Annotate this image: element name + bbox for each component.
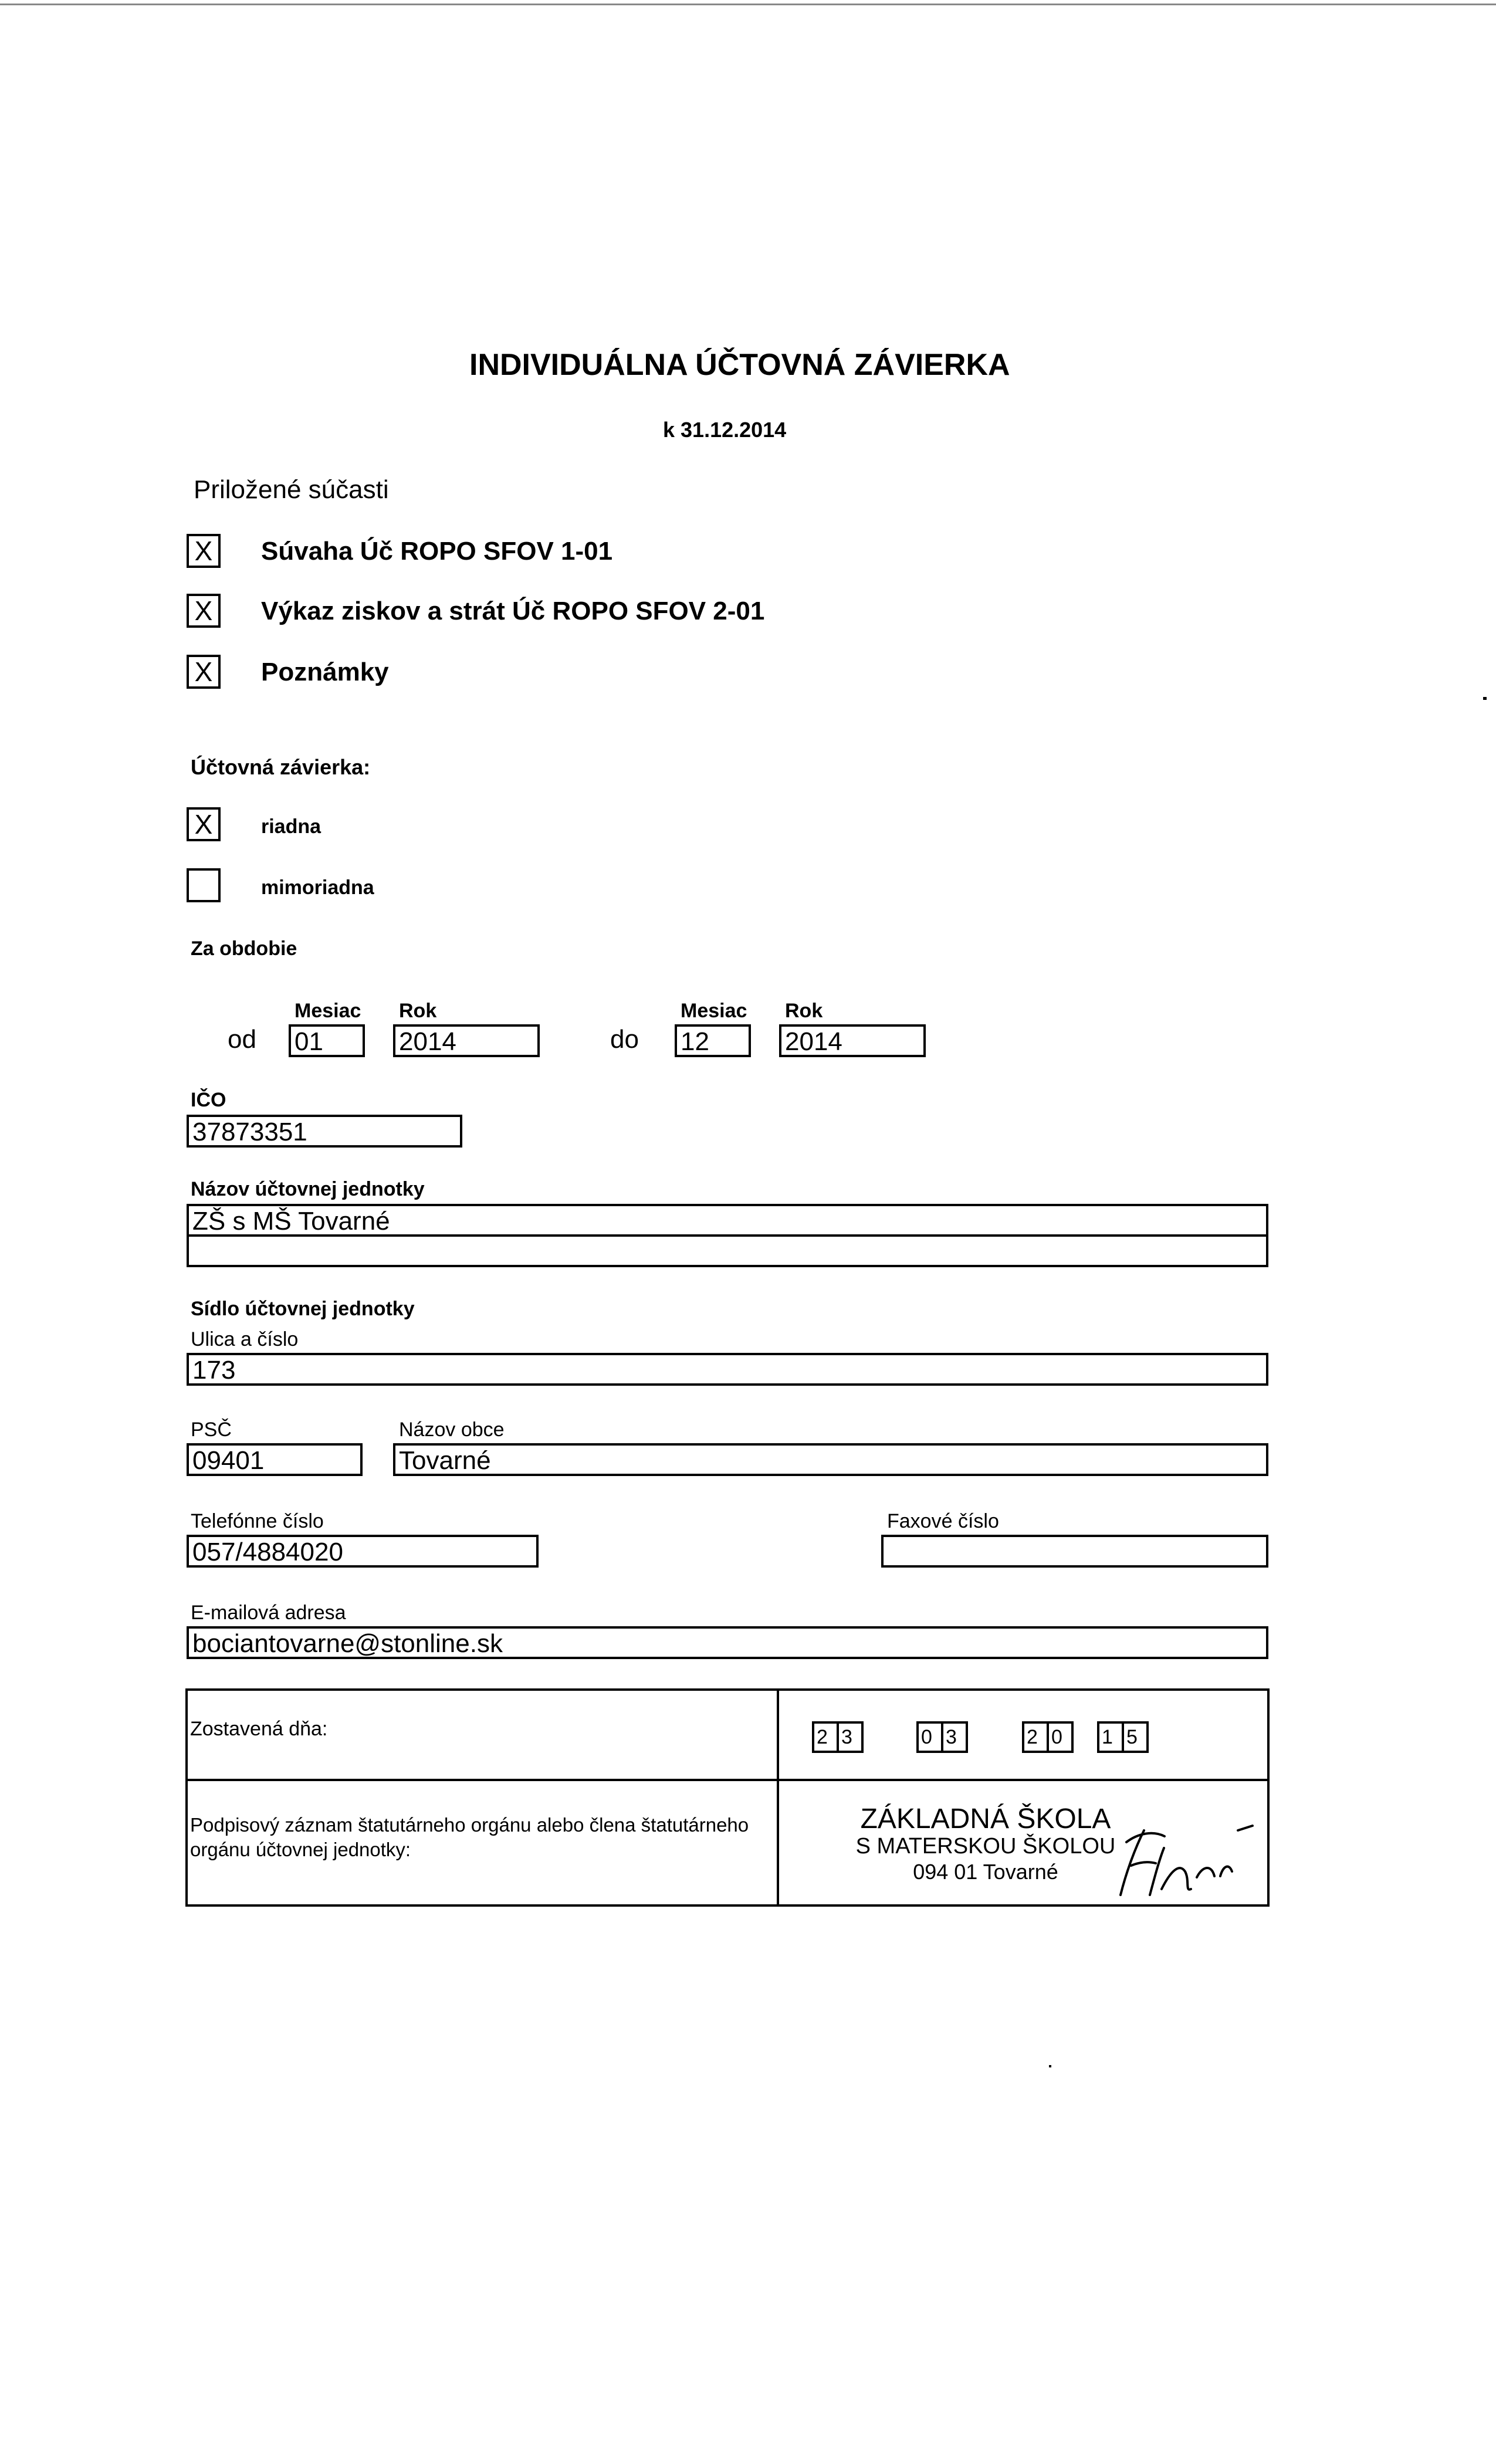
to-month-field[interactable]: [675, 1024, 751, 1057]
fax-label: Faxové číslo: [887, 1510, 999, 1532]
school-stamp: [845, 1805, 1126, 1884]
city-value: Tovarné: [399, 1446, 491, 1475]
scan-speck: [1049, 2065, 1051, 2067]
city-field[interactable]: [393, 1443, 1268, 1476]
to-label: do: [610, 1025, 639, 1054]
to-year-value: 2014: [785, 1027, 842, 1056]
attachment-income-statement-label: Výkaz ziskov a strát Úč ROPO SFOV 2-01: [261, 597, 765, 625]
closing-type-heading: Účtovná závierka:: [191, 755, 371, 779]
attachment-balance-label: Súvaha Úč ROPO SFOV 1-01: [261, 537, 613, 566]
compiled-day-digit-1[interactable]: 2: [812, 1721, 839, 1753]
stamp-line1: ZÁKLADNÁ ŠKOLA: [860, 1803, 1111, 1835]
signature-label-line1: Podpisový záznam štatutárneho orgánu alebo člena štatutárneho: [190, 1814, 749, 1836]
from-year-label: Rok: [399, 1000, 437, 1022]
from-year-value: 2014: [399, 1027, 456, 1056]
compiled-year-digit-2[interactable]: 0: [1047, 1721, 1074, 1753]
to-month-label: Mesiac: [681, 1000, 747, 1022]
from-label: od: [228, 1025, 256, 1054]
attachment-notes-label: Poznámky: [261, 658, 389, 686]
attachments-heading: Priložené súčasti: [194, 475, 389, 504]
address-heading: Sídlo účtovnej jednotky: [191, 1298, 415, 1320]
document-title: INDIVIDUÁLNA ÚČTOVNÁ ZÁVIERKA: [469, 348, 1010, 382]
compiled-year-digit-1[interactable]: 2: [1022, 1721, 1049, 1753]
stamp-line3: 094 01 Tovarné: [913, 1860, 1058, 1884]
closing-regular-label: riadna: [261, 815, 321, 838]
street-field[interactable]: [187, 1353, 1268, 1386]
entity-name-label: Názov účtovnej jednotky: [191, 1178, 425, 1200]
closing-extraordinary-checkbox[interactable]: [187, 868, 221, 902]
scan-edge-line: [0, 4, 1496, 5]
phone-field[interactable]: [187, 1535, 539, 1568]
compiled-date-label: Zostavená dňa:: [190, 1718, 328, 1740]
signature-label-line2: orgánu účtovnej jednotky:: [190, 1839, 411, 1860]
entity-name-value: ZŠ s MŠ Tovarné: [192, 1207, 390, 1236]
compiled-day-digit-2[interactable]: 3: [837, 1721, 864, 1753]
psc-field[interactable]: [187, 1443, 363, 1476]
email-label: E-mailová adresa: [191, 1602, 346, 1624]
email-field[interactable]: [187, 1626, 1268, 1659]
psc-label: PSČ: [191, 1419, 232, 1441]
ico-field[interactable]: [187, 1115, 462, 1148]
email-value: bociantovarne@stonline.sk: [192, 1629, 503, 1658]
attachment-notes-checkbox[interactable]: X: [187, 655, 221, 689]
ico-value: 37873351: [192, 1118, 307, 1146]
compiled-month-digit-1[interactable]: 0: [916, 1721, 943, 1753]
closing-regular-checkbox[interactable]: X: [187, 807, 221, 841]
from-month-field[interactable]: [289, 1024, 365, 1057]
from-month-value: 01: [295, 1027, 323, 1056]
compiled-year-digit-3[interactable]: 1: [1097, 1721, 1124, 1753]
phone-label: Telefónne číslo: [191, 1510, 324, 1532]
street-label: Ulica a číslo: [191, 1328, 299, 1351]
entity-name-field-line2[interactable]: [187, 1234, 1268, 1267]
closing-extraordinary-label: mimoriadna: [261, 876, 374, 899]
phone-value: 057/4884020: [192, 1538, 343, 1566]
footer-table-divider-vertical: [777, 1688, 779, 1907]
attachment-income-statement-checkbox[interactable]: X: [187, 594, 221, 628]
handwritten-signature-icon: [1103, 1807, 1255, 1907]
from-year-field[interactable]: [393, 1024, 540, 1057]
to-year-field[interactable]: [779, 1024, 926, 1057]
stamp-line2: S MATERSKOU ŠKOLOU: [855, 1834, 1116, 1859]
period-heading: Za obdobie: [191, 937, 297, 960]
from-month-label: Mesiac: [295, 1000, 361, 1022]
psc-value: 09401: [192, 1446, 265, 1475]
city-label: Názov obce: [399, 1419, 505, 1441]
compiled-year-digit-4[interactable]: 5: [1122, 1721, 1149, 1753]
fax-field[interactable]: [881, 1535, 1268, 1568]
to-year-label: Rok: [785, 1000, 823, 1022]
document-date: k 31.12.2014: [663, 418, 787, 442]
to-month-value: 12: [681, 1027, 709, 1056]
entity-name-field-line1[interactable]: [187, 1204, 1268, 1237]
footer-table-divider-horizontal: [185, 1779, 1270, 1781]
street-value: 173: [192, 1356, 236, 1385]
compiled-month-digit-2[interactable]: 3: [941, 1721, 968, 1753]
ico-label: IČO: [191, 1089, 226, 1111]
attachment-balance-checkbox[interactable]: X: [187, 534, 221, 568]
scan-speck: [1483, 697, 1487, 700]
